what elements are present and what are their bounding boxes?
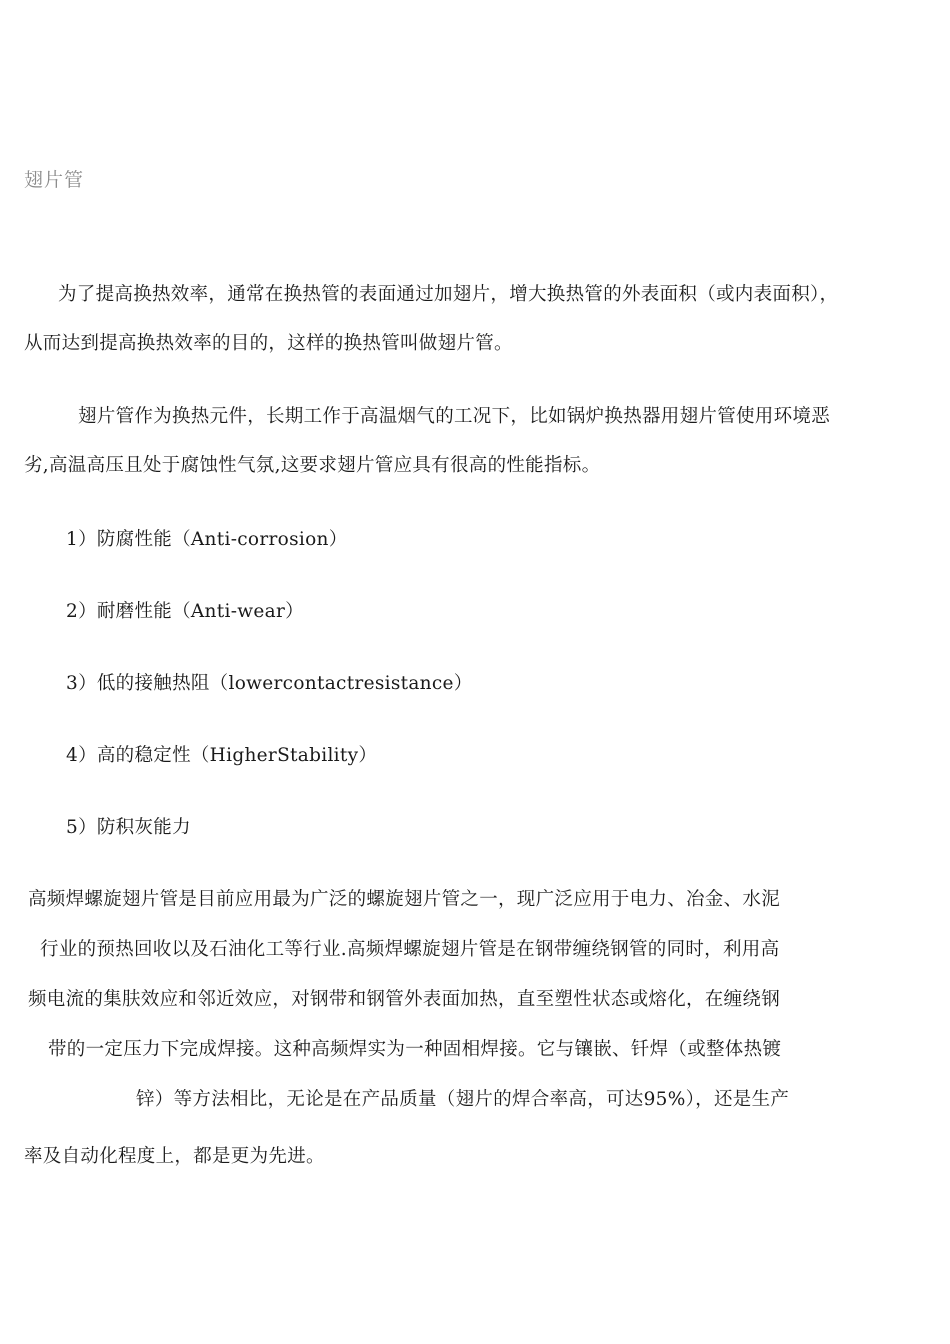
closing-paragraph-line: 高频焊螺旋翅片管是目前应用最为广泛的螺旋翅片管之一，现广泛应用于电力、冶金、水泥 xyxy=(28,889,781,910)
closing-paragraph-line: 频电流的集肤效应和邻近效应，对钢带和钢管外表面加热，直至塑性状态或熔化，在缠绕钢 xyxy=(28,989,781,1010)
closing-paragraph-line: 率及自动化程度上，都是更为先进。 xyxy=(24,1146,325,1167)
requirements-paragraph: 翅片管作为换热元件，长期工作于高温烟气的工况下，比如锅炉换热器用翅片管使用环境恶劣,高温高压且处于腐蚀性气氛,这要求翅片管应具有很高的性能指标。 xyxy=(24,406,831,476)
intro-paragraph: 为了提高换热效率，通常在换热管的表面通过加翅片，增大换热管的外表面积（或内表面积），从而达到提高换热效率的目的，这样的换热管叫做翅片管。 xyxy=(24,284,839,354)
list-item: 2）耐磨性能（Anti-wear） xyxy=(66,601,304,622)
list-item: 1）防腐性能（Anti-corrosion） xyxy=(66,529,348,550)
closing-paragraph-line: 锌）等方法相比，无论是在产品质量（翅片的焊合率高，可达95%），还是生产 xyxy=(136,1089,790,1110)
document-title: 翅片管 xyxy=(24,169,85,191)
list-item: 4）高的稳定性（HigherStability） xyxy=(66,745,378,766)
list-item: 3）低的接触热阻（lowercontactresistance） xyxy=(66,673,473,694)
closing-paragraph-line: 带的一定压力下完成焊接。这种高频焊实为一种固相焊接。它与镶嵌、钎焊（或整体热镀 xyxy=(48,1039,782,1060)
closing-paragraph-line: 行业的预热回收以及石油化工等行业.高频焊螺旋翅片管是在钢带缠绕钢管的同时，利用高 xyxy=(40,939,780,960)
list-item: 5）防积灰能力 xyxy=(66,817,191,838)
